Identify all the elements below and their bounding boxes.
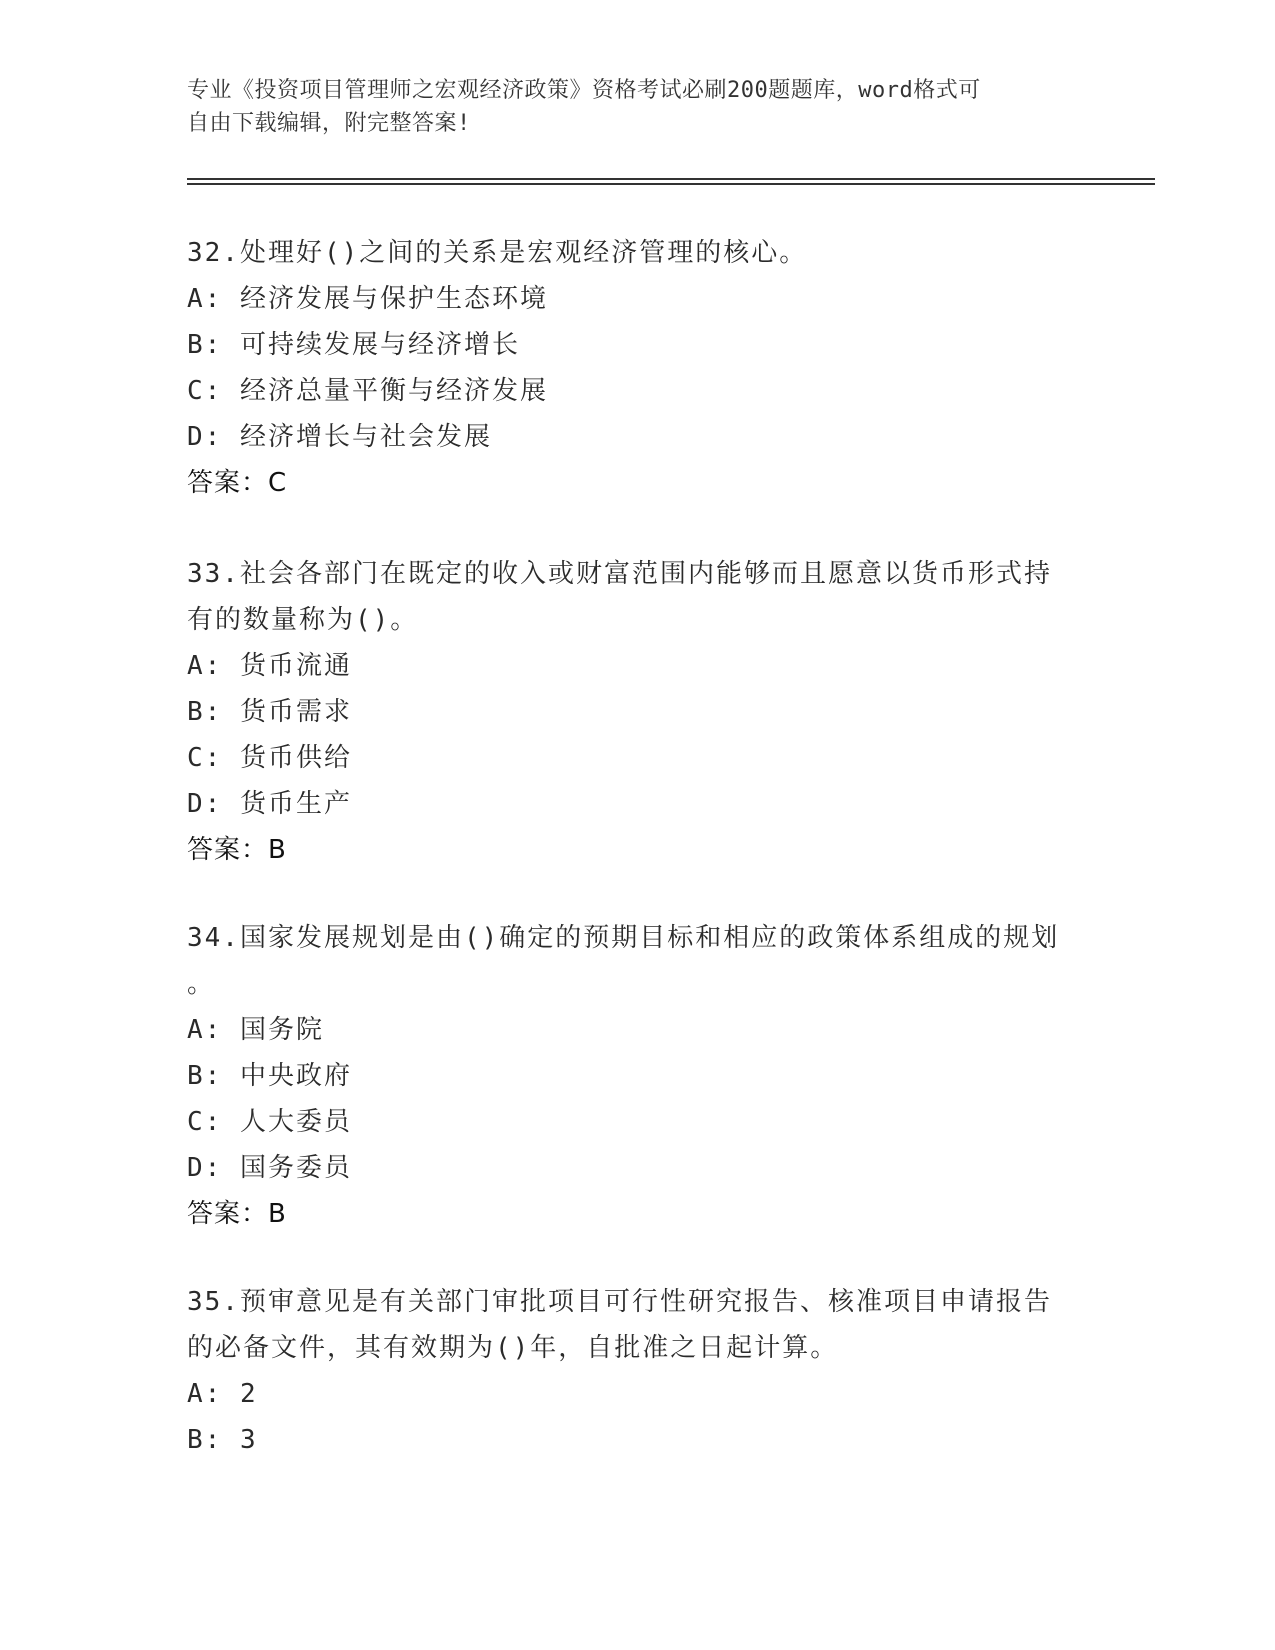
option-c: C: 人大委员 xyxy=(187,1107,352,1137)
option-b: B: 可持续发展与经济增长 xyxy=(187,330,520,360)
header-line-2: 自由下载编辑，附完整答案! xyxy=(187,111,471,136)
header-divider-top xyxy=(187,178,1155,180)
question-stem-line-2: 的必备文件，其有效期为()年，自批准之日起计算。 xyxy=(187,1333,839,1363)
option-b: B: 3 xyxy=(187,1425,258,1455)
option-a: A: 经济发展与保护生态环境 xyxy=(187,284,548,314)
option-a: A: 货币流通 xyxy=(187,651,352,681)
question-stem-line-2: 有的数量称为()。 xyxy=(187,605,419,635)
question-33 xyxy=(187,551,1087,873)
answer-line: 答案：B xyxy=(187,1199,287,1229)
question-35 xyxy=(187,1279,1087,1463)
question-32 xyxy=(187,230,1087,506)
option-c: C: 经济总量平衡与经济发展 xyxy=(187,376,548,406)
option-b: B: 货币需求 xyxy=(187,697,352,727)
header-divider-bottom xyxy=(187,183,1155,185)
option-a: A: 2 xyxy=(187,1379,258,1409)
answer-line: 答案：C xyxy=(187,468,288,498)
option-d: D: 国务委员 xyxy=(187,1153,352,1183)
answer-line: 答案：B xyxy=(187,835,287,865)
header-line-1: 专业《投资项目管理师之宏观经济政策》资格考试必刷200题题库，word格式可 xyxy=(187,78,981,103)
question-stem: 32.处理好()之间的关系是宏观经济管理的核心。 xyxy=(187,238,808,268)
option-d: D: 货币生产 xyxy=(187,789,352,819)
question-stem-line-1: 34.国家发展规划是由()确定的预期目标和相应的政策体系组成的规划 xyxy=(187,923,1060,953)
document-header xyxy=(187,74,1087,140)
question-stem-line-1: 33.社会各部门在既定的收入或财富范围内能够而且愿意以货币形式持 xyxy=(187,559,1052,589)
option-d: D: 经济增长与社会发展 xyxy=(187,422,492,452)
question-34 xyxy=(187,915,1087,1237)
question-stem-line-2: 。 xyxy=(187,969,216,999)
option-b: B: 中央政府 xyxy=(187,1061,352,1091)
option-c: C: 货币供给 xyxy=(187,743,352,773)
option-a: A: 国务院 xyxy=(187,1015,324,1045)
question-stem-line-1: 35.预审意见是有关部门审批项目可行性研究报告、核准项目申请报告 xyxy=(187,1287,1052,1317)
